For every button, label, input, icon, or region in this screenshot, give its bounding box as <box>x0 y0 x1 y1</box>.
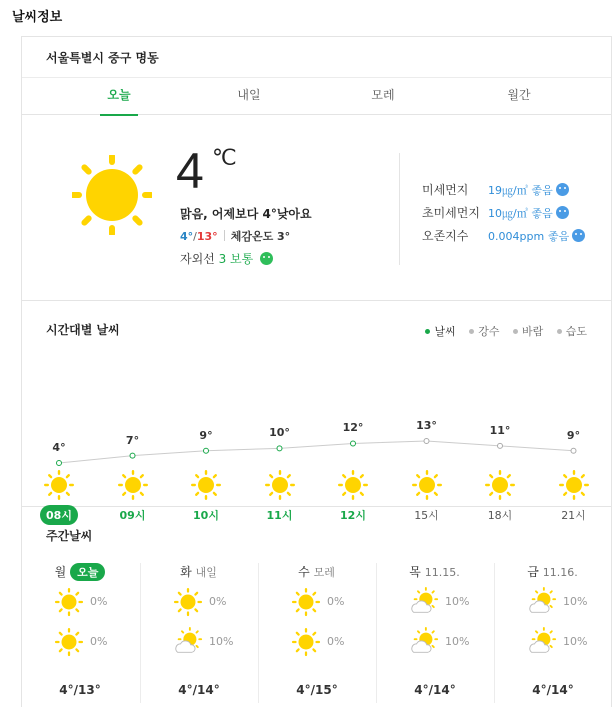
sun-icon <box>291 627 321 661</box>
tab-day-after[interactable]: 모레 <box>371 88 395 102</box>
hourly-item <box>255 426 305 439</box>
precip-chance: 10% <box>563 595 588 608</box>
precip-chance: 10% <box>209 635 234 648</box>
smile-icon <box>572 229 585 242</box>
day-temp: 4°/14° <box>178 683 220 697</box>
hourly-item <box>475 424 525 437</box>
weekly-day <box>22 563 138 703</box>
weather-summary: 맑음, 어제보다 4°낮아요 <box>180 207 312 221</box>
sun-cloud-icon <box>173 627 203 661</box>
weekly-title: 주간날씨 <box>46 529 93 543</box>
legend-weather[interactable]: 날씨 <box>425 325 455 338</box>
air-row-pm10: 미세먼지 19㎍/㎥ 좋음 <box>422 181 585 204</box>
temp-point <box>57 461 62 466</box>
sun-icon <box>117 469 149 501</box>
hourly-title: 시간대별 날씨 <box>46 323 120 337</box>
am-forecast <box>22 587 138 617</box>
pm-forecast <box>495 627 611 657</box>
sun-icon <box>411 469 443 501</box>
weekly-day <box>258 563 374 703</box>
uv-index <box>180 250 273 267</box>
precip-chance: 10% <box>445 595 470 608</box>
max-temp: 13° <box>196 230 218 243</box>
day-temp: 4°/15° <box>296 683 338 697</box>
hourly-legend <box>415 323 587 339</box>
precip-chance: 0% <box>327 595 345 608</box>
air-row-ozone: 오존지수 0.004ppm 좋음 <box>422 227 585 250</box>
sun-icon <box>43 469 75 501</box>
hourly-item <box>108 434 158 447</box>
weekly-section <box>22 507 611 707</box>
precip-chance: 10% <box>563 635 588 648</box>
legend-precip[interactable]: 강수 <box>469 325 499 338</box>
sun-icon <box>291 587 321 621</box>
sun-icon <box>558 469 590 501</box>
min-max-temp: 4°/13° 체감온도 3° <box>180 230 291 243</box>
temp-point <box>571 448 576 453</box>
hour-temp: 11° <box>489 423 511 437</box>
hour-label: 21시 <box>561 509 586 522</box>
pm-forecast <box>22 627 138 657</box>
tab-tomorrow[interactable]: 내일 <box>237 88 261 102</box>
sun-icon <box>173 587 203 621</box>
pm-forecast <box>141 627 257 657</box>
hour-temp: 10° <box>269 426 290 440</box>
temp-unit: ℃ <box>212 145 237 170</box>
smile-icon <box>556 183 569 196</box>
temp-point <box>277 446 282 451</box>
hour-label: 18시 <box>487 509 513 522</box>
uv-value: 3 보통 <box>218 252 254 266</box>
hourly-item <box>328 421 378 434</box>
day-tabs <box>22 77 611 115</box>
hourly-item <box>549 429 599 442</box>
tab-monthly[interactable]: 월간 <box>507 88 531 102</box>
am-forecast <box>141 587 257 617</box>
am-forecast <box>259 587 375 617</box>
sun-icon <box>72 155 152 239</box>
precip-chance: 0% <box>327 635 345 648</box>
sun-cloud-icon <box>527 587 557 621</box>
weekly-day <box>376 563 492 703</box>
day-header: 수 모레 <box>298 565 335 579</box>
hour-label: 11시 <box>266 509 293 522</box>
temp-point <box>204 448 209 453</box>
sun-icon <box>54 627 84 661</box>
day-header: 월 오늘 <box>22 563 138 581</box>
am-forecast <box>495 587 611 617</box>
hour-label: 10시 <box>193 509 219 522</box>
location-label: 서울특별시 중구 명동 <box>46 51 159 65</box>
hour-temp: 9° <box>199 428 213 442</box>
day-header: 목 11.15. <box>409 565 460 579</box>
hour-temp: 13° <box>416 419 437 432</box>
sun-cloud-icon <box>527 627 557 661</box>
legend-humidity[interactable]: 습도 <box>557 325 587 338</box>
temp-point <box>351 441 356 446</box>
legend-wind[interactable]: 바람 <box>513 325 543 338</box>
hour-label: 15시 <box>414 509 439 522</box>
uv-label: 자외선 <box>180 252 215 266</box>
precip-chance: 0% <box>90 595 108 608</box>
precip-chance: 0% <box>209 595 227 608</box>
temp-point <box>424 439 429 444</box>
air-quality <box>422 181 585 250</box>
sun-icon <box>337 469 369 501</box>
hour-label: 12시 <box>340 509 366 522</box>
precip-chance: 10% <box>445 635 470 648</box>
pm-forecast <box>259 627 375 657</box>
day-header: 금 11.16. <box>527 565 578 579</box>
today-section <box>22 115 611 301</box>
current-temp: 4 <box>176 143 204 199</box>
hour-temp: 12° <box>342 421 364 435</box>
smile-icon <box>556 206 569 219</box>
smile-icon <box>260 252 273 265</box>
tab-today[interactable]: 오늘 <box>54 78 184 115</box>
temp-point <box>498 443 503 448</box>
hour-temp: 7° <box>125 433 140 447</box>
hourly-item <box>402 419 452 432</box>
weather-panel <box>21 36 612 707</box>
sun-icon <box>264 469 296 501</box>
day-temp: 4°/14° <box>414 683 456 697</box>
am-forecast <box>377 587 493 617</box>
temp-point <box>130 453 135 458</box>
hour-temp: 9° <box>566 428 581 442</box>
sun-icon <box>54 587 84 621</box>
hour-temp: 4° <box>52 441 66 454</box>
pm-forecast <box>377 627 493 657</box>
hour-label: 08시 <box>29 504 89 525</box>
hourly-section <box>22 301 611 522</box>
sun-icon <box>190 469 222 501</box>
precip-chance: 0% <box>90 635 108 648</box>
hourly-item <box>181 429 231 442</box>
hour-label: 09시 <box>119 509 146 522</box>
sun-cloud-icon <box>409 627 439 661</box>
day-header: 화 내일 <box>180 565 217 579</box>
day-temp: 4°/13° <box>59 683 101 697</box>
page-title: 날씨정보 <box>12 10 63 25</box>
weekly-day <box>494 563 610 703</box>
sun-icon <box>484 469 516 501</box>
feels-like: 체감온도 3° <box>230 230 291 243</box>
day-temp: 4°/14° <box>532 683 574 697</box>
weekly-day <box>140 563 256 703</box>
min-temp: 4° <box>180 230 194 243</box>
sun-cloud-icon <box>409 587 439 621</box>
hourly-item <box>34 441 84 454</box>
air-row-pm25: 초미세먼지 10㎍/㎥ 좋음 <box>422 204 585 227</box>
